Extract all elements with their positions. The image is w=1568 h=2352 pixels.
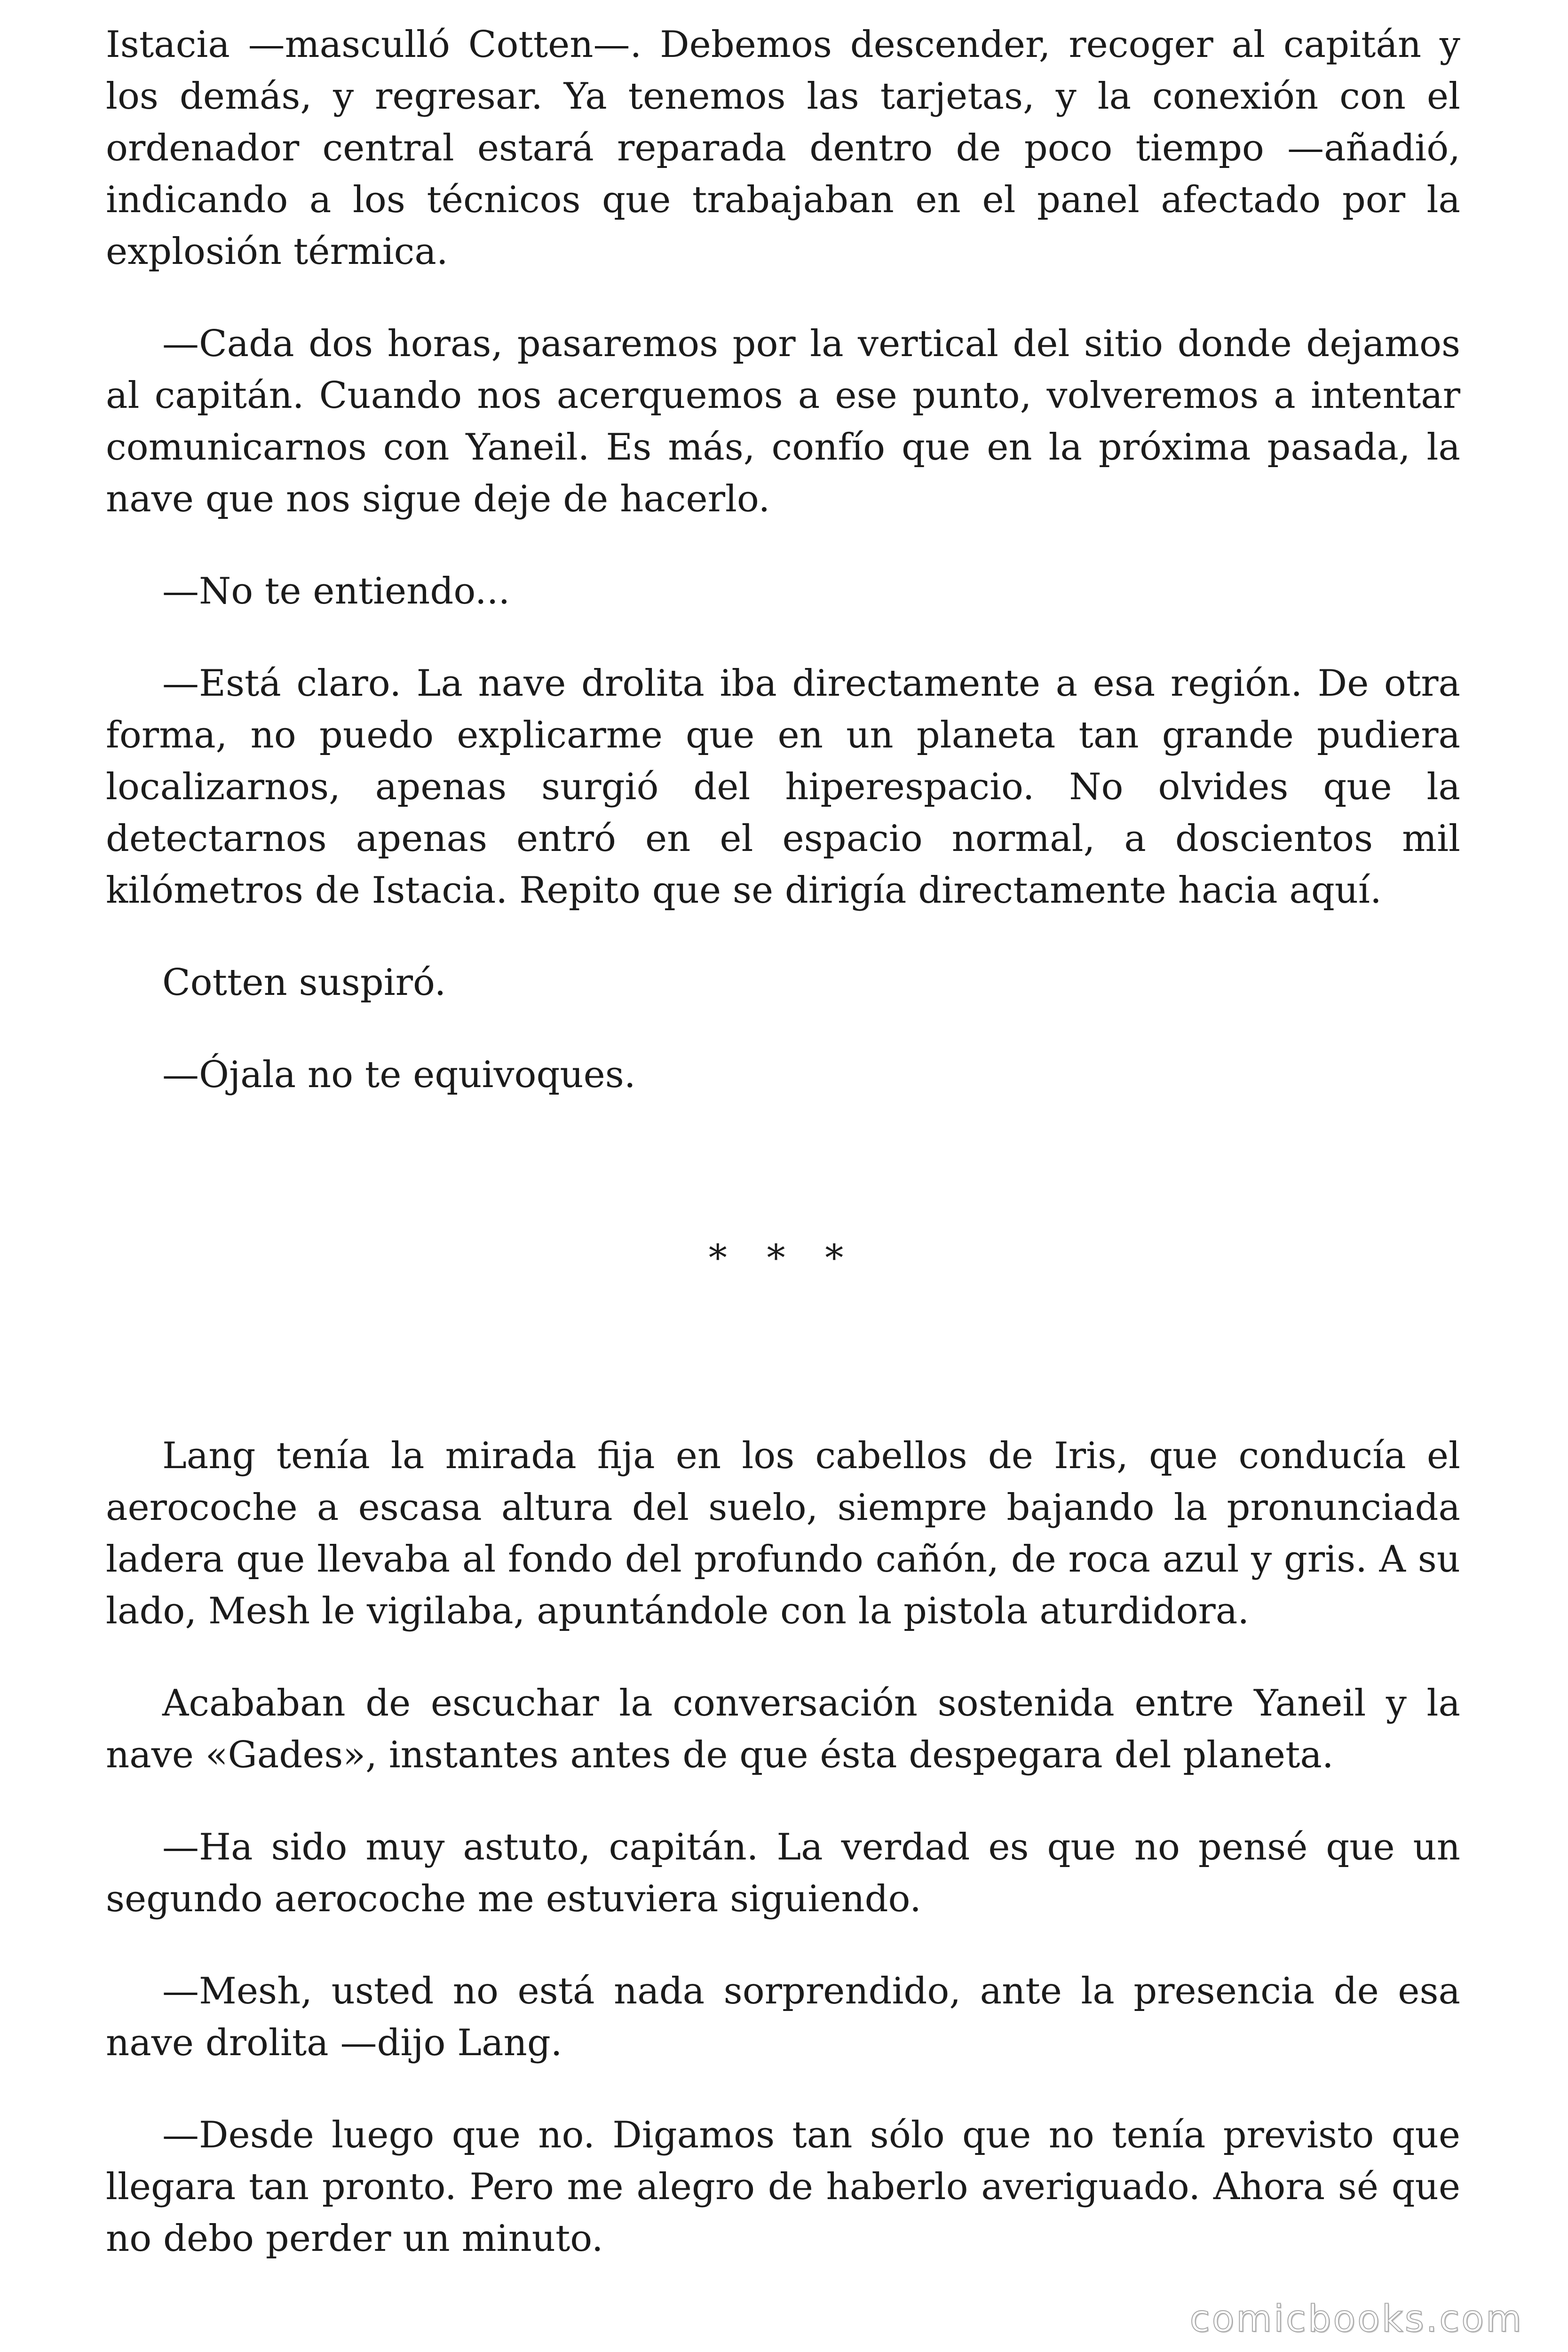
paragraph-lang-aerocar: Lang tenía la mirada fija en los cabellos de Iris, que conducía el aerocoche a escasa altura del suelo, siempre bajando la pronunciada ladera que llevaba al fondo del profundo cañón, de roca azul y gris. A su lado, Mesh le vigilaba, apuntándole con la pistola aturdidora.	[106, 1435, 1460, 1632]
site-watermark: comicbooks.com	[1189, 2298, 1523, 2340]
paragraph-mesh-not-surprised: —Mesh, usted no está nada sorprendido, ante la presencia de esa nave drolita —dijo Lang.	[106, 1970, 1460, 2064]
paragraph-not-expected-so-soon: —Desde luego que no. Digamos tan sólo que no tenía previsto que llegara tan pronto. Pero me alegro de haberlo averiguado. Ahora sé que no debo perder un minuto.	[106, 2114, 1460, 2260]
paragraph-ojala: —Ójala no te equivoques.	[162, 1054, 636, 1096]
paragraph-every-two-hours: —Cada dos horas, pasaremos por la vertical del sitio donde dejamos al capitán. Cuando nos acerquemos a ese punto, volveremos a intentar comunicarnos con Yaneil. Es más, confío que en la próxima pasada, la nave que nos sigue deje de hacerlo.	[106, 323, 1460, 520]
paragraph-gades-conversation: Acababan de escuchar la conversación sostenida entre Yaneil y la nave «Gades», instantes antes de que ésta despegara del planeta.	[106, 1682, 1460, 1776]
paragraph-astute-captain: —Ha sido muy astuto, capitán. La verdad es que no pensé que un segundo aerocoche me estuviera siguiendo.	[106, 1826, 1460, 1920]
paragraph-cotten-sighed: Cotten suspiró.	[162, 961, 446, 1004]
paragraph-no-te-entiendo: —No te entiendo...	[162, 570, 510, 612]
paragraph-istacia-descend: Istacia —masculló Cotten—. Debemos descender, recoger al capitán y los demás, y regresar. Ya tenemos las tarjetas, y la conexión con el ordenador central estará reparada dentro de poco tiempo —añadió, indicando a los técnicos que trabajaban en el panel afectado por la explosión térmica.	[106, 24, 1460, 273]
paragraph-drolita-ship: —Está claro. La nave drolita iba directamente a esa región. De otra forma, no puedo explicarme que en un planeta tan grande pudiera localizarnos, apenas surgió del hiperespacio. No olvides que la detectarnos apenas entró en el espacio normal, a doscientos mil kilómetros de Istacia. Repito que se dirigía directamente hacia aquí.	[106, 662, 1460, 912]
scene-break-separator: * * *	[708, 1237, 858, 1279]
book-page	[106, 19, 1460, 2305]
